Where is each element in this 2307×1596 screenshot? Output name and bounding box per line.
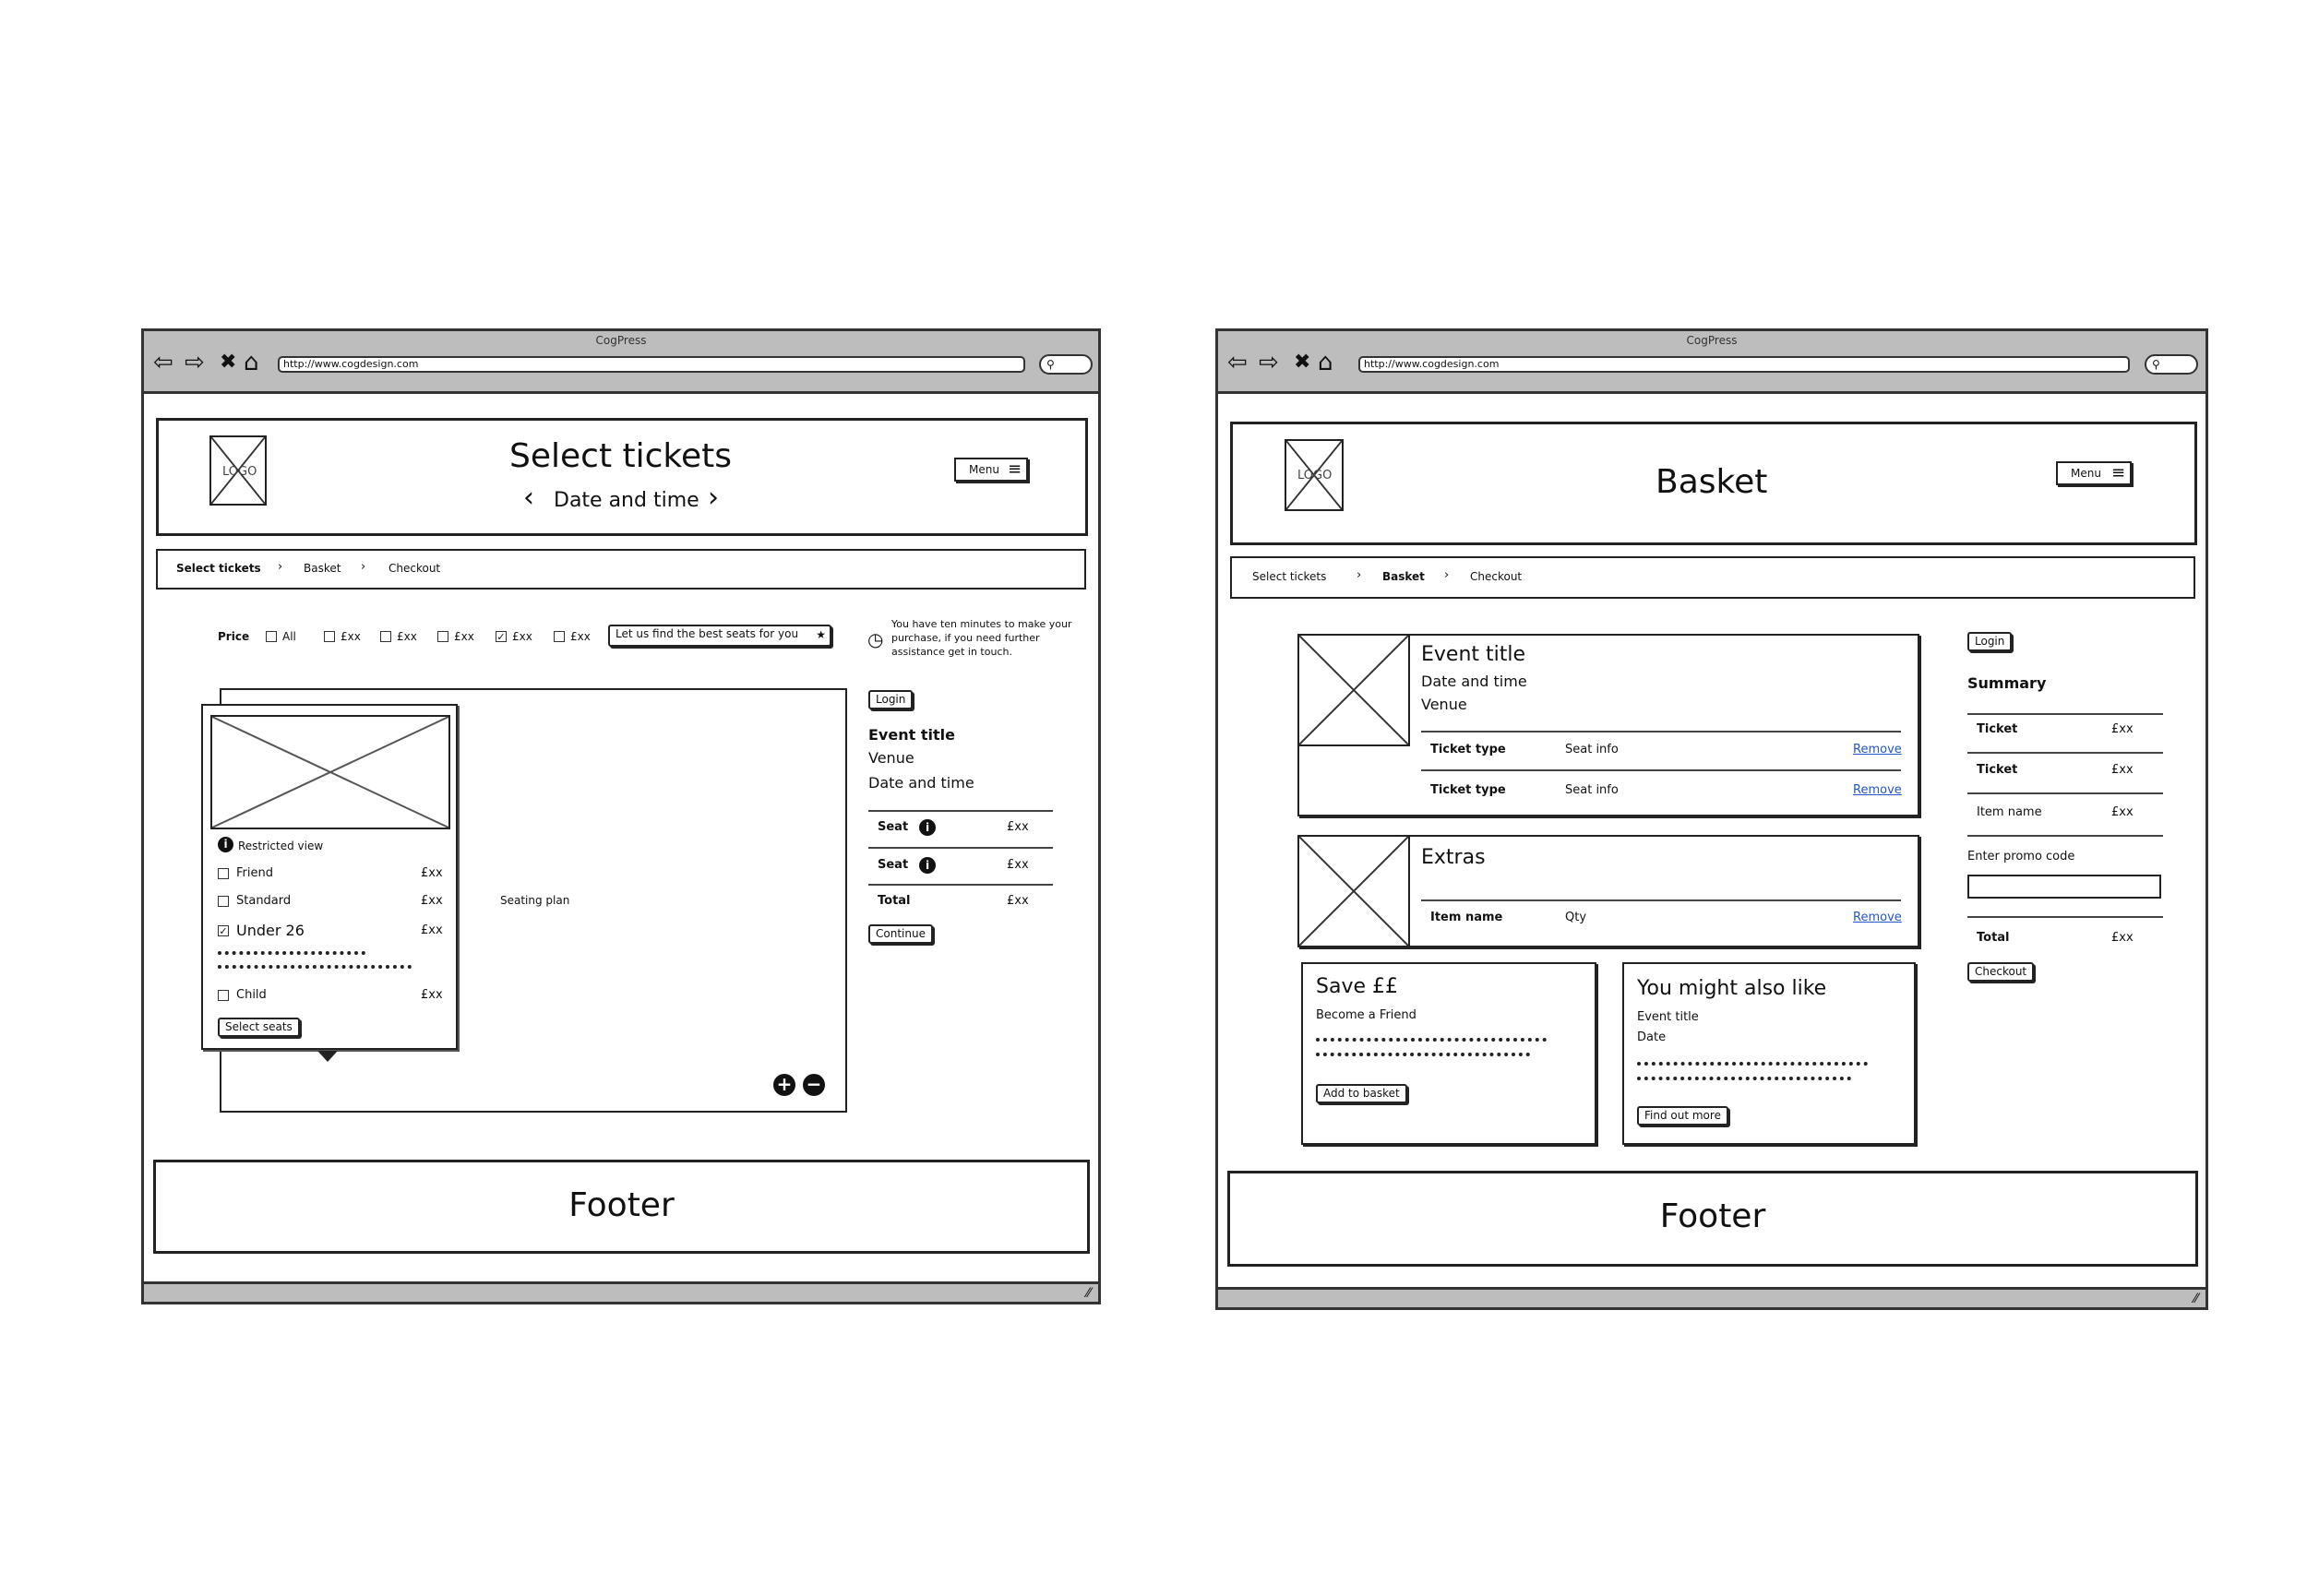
promo-code-input[interactable] <box>1967 875 2161 899</box>
option-label: £xx <box>397 630 417 643</box>
date-time-selector[interactable]: Date and time <box>554 489 699 512</box>
resize-grip-icon[interactable]: ⁄⁄ <box>2193 1292 2198 1306</box>
search-icon[interactable]: ⚲ <box>2145 354 2198 375</box>
chevron-right-icon: › <box>1357 568 1362 582</box>
seat-info: Seat info <box>1565 783 1619 797</box>
breadcrumb <box>156 549 1086 590</box>
browser-toolbar <box>144 331 1098 394</box>
summary-row-value: £xx <box>2111 805 2134 819</box>
add-to-basket-button[interactable]: Add to basket <box>1316 1084 1407 1103</box>
seat-info: Seat info <box>1565 743 1619 756</box>
close-icon[interactable]: ✖ <box>1294 351 1311 374</box>
info-icon[interactable]: i <box>919 857 936 874</box>
placeholder-text-line <box>1316 1038 1547 1042</box>
time-limit-notice: You have ten minutes to make your purchase, if you need further assistance get in touch. <box>891 618 1072 658</box>
window-title: CogPress <box>1686 334 1738 347</box>
star-icon: ★ <box>816 628 826 641</box>
best-seats-label: Let us find the best seats for you <box>616 627 799 640</box>
divider <box>868 884 1053 886</box>
address-bar[interactable]: http://www.cogdesign.com <box>278 356 1025 373</box>
checkbox[interactable] <box>266 631 277 642</box>
summary-row-label: Item name <box>1977 805 2042 819</box>
close-icon[interactable]: ✖ <box>220 351 237 374</box>
find-out-more-button[interactable]: Find out more <box>1637 1106 1728 1126</box>
summary-row-label: Ticket <box>1977 722 2018 736</box>
event-venue: Venue <box>868 749 914 767</box>
placeholder-text-line <box>1637 1062 1868 1066</box>
status-bar <box>144 1281 1098 1302</box>
page-header <box>1230 422 2197 545</box>
event-image <box>1297 634 1410 746</box>
logo-text: LOGO <box>222 465 257 479</box>
breadcrumb-checkout[interactable]: Checkout <box>388 562 441 575</box>
summary-title: Summary <box>1967 674 2047 692</box>
page-title: Select tickets <box>509 437 732 475</box>
chevron-left-icon[interactable]: ‹ <box>523 482 534 514</box>
status-bar <box>1218 1287 2205 1307</box>
divider <box>1967 713 2163 715</box>
login-button[interactable]: Login <box>868 690 913 709</box>
divider <box>1967 916 2163 918</box>
divider <box>1967 835 2163 837</box>
extras-item-name: Item name <box>1430 911 1503 924</box>
ticket-friend-checkbox[interactable] <box>218 868 229 879</box>
info-icon: i <box>218 837 233 852</box>
divider <box>868 847 1053 849</box>
upsell-event-title: Event title <box>1637 1010 1699 1024</box>
breadcrumb-select-tickets[interactable]: Select tickets <box>176 562 261 575</box>
seat-row-price: £xx <box>1007 820 1029 834</box>
event-date-time: Date and time <box>868 774 974 792</box>
ticket-price: £xx <box>421 894 443 908</box>
extras-image <box>1297 835 1410 947</box>
summary-row-value: £xx <box>2111 763 2134 777</box>
option-label: £xx <box>570 630 591 643</box>
ticket-name: Friend <box>236 866 273 880</box>
placeholder-text-line <box>1316 1053 1530 1056</box>
browser-toolbar <box>1218 331 2205 394</box>
divider <box>1421 731 1901 732</box>
event-title: Event title <box>868 726 955 744</box>
divider <box>1421 769 1901 771</box>
checkbox-checked[interactable]: ✓ <box>496 631 506 643</box>
remove-link[interactable]: Remove <box>1853 783 1902 797</box>
home-icon[interactable]: ⌂ <box>244 349 259 376</box>
hamburger-icon: ≡ <box>1008 459 1022 479</box>
divider <box>1421 899 1901 901</box>
price-filter-label: Price <box>218 630 250 643</box>
total-label: Total <box>1977 931 2010 945</box>
search-icon[interactable]: ⚲ <box>1039 354 1093 375</box>
seat-view-image <box>210 715 450 829</box>
logo-placeholder <box>209 435 267 506</box>
checkbox[interactable] <box>437 631 448 642</box>
ticket-under-26-checkbox[interactable]: ✓ <box>219 925 228 937</box>
upsell-title: You might also like <box>1637 977 1827 1000</box>
ticket-name: Standard <box>236 894 292 908</box>
divider <box>868 810 1053 812</box>
divider <box>1967 752 2163 754</box>
seat-popup <box>201 704 458 1050</box>
continue-button[interactable]: Continue <box>868 924 933 944</box>
option-label: £xx <box>512 630 532 643</box>
ticket-type: Ticket type <box>1430 783 1506 797</box>
menu-button[interactable] <box>954 458 1028 482</box>
seating-plan-label: Seating plan <box>500 894 570 907</box>
promo-code-label: Enter promo code <box>1967 850 2075 864</box>
checkout-button[interactable]: Checkout <box>1967 962 2034 982</box>
popup-pointer <box>317 1051 338 1062</box>
ticket-standard-checkbox[interactable] <box>218 896 229 907</box>
summary-row-value: £xx <box>2111 722 2134 736</box>
ticket-child-checkbox[interactable] <box>218 990 229 1001</box>
menu-label: Menu <box>2071 467 2101 480</box>
ticket-price: £xx <box>421 866 443 880</box>
event-title: Event title <box>1421 643 1526 666</box>
chevron-right-icon: › <box>1444 568 1450 582</box>
best-seats-button[interactable] <box>608 625 831 647</box>
total-value: £xx <box>2111 931 2134 945</box>
seat-row-label: Seat <box>878 820 909 834</box>
summary-row-label: Ticket <box>1977 763 2018 777</box>
browser-window-basket <box>1215 328 2208 1310</box>
breadcrumb-basket[interactable]: Basket <box>1382 570 1425 583</box>
footer <box>153 1160 1090 1254</box>
forward-arrow-icon[interactable]: ⇨ <box>185 349 205 376</box>
page-header <box>156 418 1088 536</box>
footer <box>1227 1171 2198 1267</box>
hamburger-icon: ≡ <box>2111 463 2126 482</box>
info-icon[interactable]: i <box>919 819 936 836</box>
event-card <box>1297 634 1919 816</box>
footer-text: Footer <box>568 1186 675 1224</box>
event-venue: Venue <box>1421 696 1467 713</box>
option-label: £xx <box>341 630 361 643</box>
placeholder-text-line <box>218 951 365 955</box>
extras-card <box>1297 835 1919 947</box>
menu-button[interactable] <box>2056 461 2132 485</box>
window-title: CogPress <box>595 334 647 347</box>
breadcrumb-checkout[interactable]: Checkout <box>1470 570 1523 583</box>
checkbox[interactable] <box>554 631 565 642</box>
friend-promo-card <box>1301 962 1596 1145</box>
select-seats-button[interactable]: Select seats <box>218 1018 300 1037</box>
option-label: All <box>282 630 296 643</box>
forward-arrow-icon[interactable]: ⇨ <box>1259 349 1279 376</box>
ticket-name: Child <box>236 988 267 1002</box>
address-bar[interactable]: http://www.cogdesign.com <box>1358 356 2130 373</box>
placeholder-text-line <box>1637 1077 1851 1080</box>
checkbox[interactable] <box>380 631 391 642</box>
chevron-right-icon[interactable]: › <box>708 482 719 514</box>
chevron-right-icon: › <box>278 560 283 574</box>
promo-title: Save ££ <box>1316 975 1398 998</box>
clock-icon: ◷ <box>867 628 884 650</box>
ticket-price: £xx <box>421 988 443 1002</box>
zoom-out-icon[interactable]: − <box>803 1074 825 1096</box>
restricted-view-label: Restricted view <box>238 840 324 852</box>
breadcrumb <box>1230 556 2195 599</box>
promo-subtitle: Become a Friend <box>1316 1008 1416 1022</box>
breadcrumb-basket[interactable]: Basket <box>304 562 341 575</box>
divider <box>1967 792 2163 794</box>
home-icon[interactable]: ⌂ <box>1318 349 1333 376</box>
ticket-name: Under 26 <box>236 922 305 939</box>
resize-grip-icon[interactable]: ⁄⁄ <box>1086 1286 1091 1301</box>
back-arrow-icon[interactable]: ⇦ <box>1227 349 1248 376</box>
footer-text: Footer <box>1659 1197 1766 1235</box>
browser-window-select-tickets <box>141 328 1101 1304</box>
seat-row-label: Seat <box>878 858 909 872</box>
total-value: £xx <box>1007 894 1029 908</box>
back-arrow-icon[interactable]: ⇦ <box>153 349 173 376</box>
upsell-card <box>1622 962 1916 1145</box>
extras-title: Extras <box>1421 846 1486 869</box>
option-label: £xx <box>454 630 474 643</box>
checkbox[interactable] <box>324 631 335 642</box>
chevron-right-icon: › <box>361 560 366 574</box>
remove-link[interactable]: Remove <box>1853 743 1902 756</box>
breadcrumb-select-tickets[interactable]: Select tickets <box>1252 570 1327 583</box>
remove-link[interactable]: Remove <box>1853 911 1902 924</box>
seat-row-price: £xx <box>1007 858 1029 872</box>
login-button[interactable]: Login <box>1967 632 2012 651</box>
zoom-in-icon[interactable]: + <box>773 1074 795 1096</box>
total-label: Total <box>878 894 911 908</box>
ticket-type: Ticket type <box>1430 743 1506 756</box>
logo-placeholder <box>1285 439 1344 511</box>
placeholder-text-line <box>218 965 412 969</box>
menu-label: Menu <box>969 463 999 476</box>
ticket-price: £xx <box>421 923 443 937</box>
extras-qty[interactable]: Qty <box>1565 911 1587 924</box>
upsell-date: Date <box>1637 1030 1667 1044</box>
event-date-time: Date and time <box>1421 673 1527 690</box>
logo-text: LOGO <box>1297 469 1333 482</box>
page-title: Basket <box>1656 463 1768 501</box>
